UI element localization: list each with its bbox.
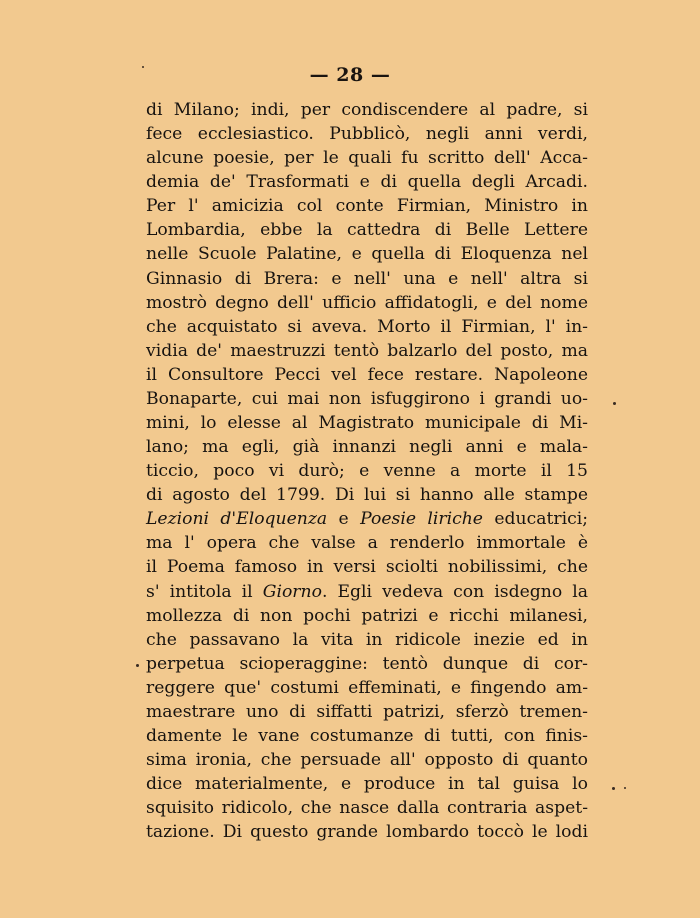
text-segment: reggere que' costumi effeminati, e fingendo am- [146, 677, 588, 698]
text-segment: sima ironia, che persuade all' opposto di quanto [146, 750, 588, 771]
text-segment: vidia de' maestruzzi tentò balzarlo del posto, ma [146, 340, 588, 361]
text-segment: tazione. Di questo grande lombardo toccò le lodi [146, 822, 588, 843]
text-segment: che acquistato si aveva. Morto il Firmian, l' in- [146, 316, 588, 337]
text-line [146, 459, 588, 483]
text-segment: di Milano; indi, per condiscendere al padre, si [146, 100, 588, 120]
text-line [146, 339, 588, 363]
text-line [146, 555, 588, 579]
text-segment: Bonaparte, cui mai non isfuggirono i grandi uo- [146, 388, 588, 409]
text-line [146, 724, 588, 748]
text-line [146, 700, 588, 724]
text-line [146, 146, 588, 170]
text-line [146, 218, 588, 242]
margin-speck [612, 787, 615, 790]
margin-speck [136, 664, 139, 667]
text-segment: demia de' Trasformati e di quella degli Arcadi. [146, 172, 588, 193]
text-segment: squisito ridicolo, che nasce dalla contraria aspet- [146, 798, 588, 819]
text-segment: di agosto del 1799. Di lui si hanno alle stampe [146, 485, 588, 506]
text-line [146, 170, 588, 194]
text-segment: mollezza di non pochi patrizi e ricchi milanesi, [146, 605, 588, 626]
text-segment: fece ecclesiastico. Pubblicò, negli anni verdi, [146, 124, 588, 145]
text-segment: nelle Scuole Palatine, e quella di Eloquenza nel [146, 244, 588, 265]
text-segment: Ginnasio di Brera: e nell' una e nell' altra si [146, 268, 588, 289]
text-line [146, 411, 588, 435]
italic-title-text: Giorno [262, 581, 322, 602]
text-segment: perpetua scioperaggine: tentò dunque di cor- [146, 653, 588, 674]
text-line [146, 580, 588, 604]
page-number: — 28 — [309, 64, 391, 86]
text-line [146, 628, 588, 652]
text-segment: ma l' opera che valse a renderlo immortale è [146, 533, 588, 554]
text-segment: che passavano la vita in ridicole inezie ed in [146, 629, 588, 650]
text-line [146, 291, 588, 315]
text-line [146, 315, 588, 339]
body-text [146, 98, 588, 844]
text-segment: il Poema famoso in versi sciolti nobilissimi, che [146, 557, 588, 578]
text-line [146, 507, 588, 531]
text-line [146, 676, 588, 700]
text-line [146, 796, 588, 820]
text-line [146, 772, 588, 796]
text-segment: mostrò degno dell' ufficio affidatogli, e del nome [146, 292, 588, 313]
italic-title-text: Lezioni d'Eloquenza [146, 509, 328, 530]
text-segment: Lombardia, ebbe la cattedra di Belle Lettere [146, 220, 588, 241]
text-segment: maestrare uno di siffatti patrizi, sferzò tremen- [146, 701, 588, 722]
text-line [146, 194, 588, 218]
text-segment: damente le vane costumanze di tutti, con finis- [146, 726, 588, 747]
text-line [146, 98, 588, 122]
text-line [146, 604, 588, 628]
text-segment: dice materialmente, e produce in tal guisa lo [146, 774, 588, 795]
italic-title-text: Poesie liriche [360, 509, 483, 530]
text-segment: lano; ma egli, già innanzi negli anni e mala- [146, 437, 588, 458]
text-segment: alcune poesie, per le quali fu scritto dell' Acca- [146, 148, 588, 169]
margin-speck [624, 787, 626, 789]
text-line [146, 122, 588, 146]
text-line [146, 242, 588, 266]
text-segment: educatrici; [482, 509, 588, 530]
text-segment: e [327, 509, 361, 530]
text-line [146, 387, 588, 411]
text-line [146, 531, 588, 555]
text-line [146, 820, 588, 844]
text-segment: mini, lo elesse al Magistrato municipale di Mi- [146, 413, 588, 434]
text-segment: ticcio, poco vi durò; e venne a morte il 15 [146, 461, 588, 482]
margin-speck [142, 66, 144, 68]
text-segment: il Consultore Pecci vel fece restare. Napoleone [146, 364, 588, 385]
text-line [146, 483, 588, 507]
text-segment: s' intitola il [146, 581, 263, 602]
text-segment: Per l' amicizia col conte Firmian, Ministro in [146, 196, 588, 217]
text-line [146, 652, 588, 676]
text-line [146, 363, 588, 387]
text-line [146, 435, 588, 459]
text-line [146, 748, 588, 772]
text-segment: . Egli vedeva con isdegno la [321, 581, 588, 602]
text-line [146, 267, 588, 291]
margin-speck [613, 402, 616, 405]
